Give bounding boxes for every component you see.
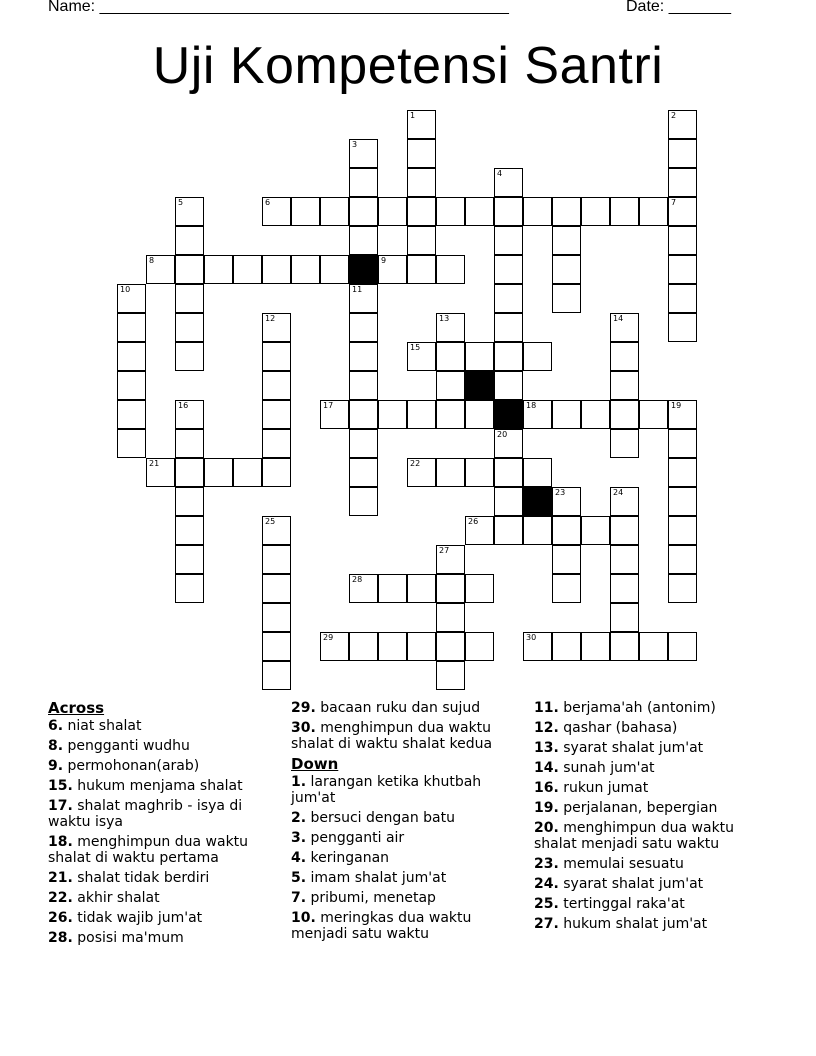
grid-cell[interactable] — [668, 516, 697, 545]
grid-cell[interactable] — [581, 197, 610, 226]
grid-cell[interactable] — [610, 545, 639, 574]
clue-item — [48, 870, 278, 886]
grid-cell[interactable] — [349, 313, 378, 342]
clue-text: pengganti air — [310, 830, 405, 846]
clue-item — [291, 720, 521, 752]
grid-cell[interactable] — [552, 226, 581, 255]
grid-cell[interactable] — [494, 458, 523, 487]
grid-cell[interactable] — [349, 371, 378, 400]
grid-cell[interactable] — [407, 110, 436, 139]
clue-number: 28 — [352, 575, 363, 584]
grid-cell[interactable] — [262, 400, 291, 429]
clue-item — [48, 758, 278, 774]
grid-cell[interactable] — [320, 197, 349, 226]
grid-cell[interactable] — [262, 661, 291, 690]
clue-text: tidak wajib jum'at — [77, 910, 203, 926]
clue-item — [291, 700, 521, 716]
clue-text: menghimpun dua waktu shalat menjadi satu waktu — [534, 820, 735, 852]
clue-item — [291, 830, 521, 846]
grid-cell[interactable] — [262, 458, 291, 487]
grid-cell[interactable] — [175, 487, 204, 516]
grid-cell[interactable] — [494, 168, 523, 197]
grid-cell[interactable] — [552, 255, 581, 284]
grid-cell[interactable] — [436, 342, 465, 371]
crossword-grid — [117, 110, 699, 692]
clue-num: 23. — [534, 856, 559, 872]
grid-cell[interactable] — [349, 400, 378, 429]
grid-cell[interactable] — [117, 400, 146, 429]
grid-cell[interactable] — [349, 487, 378, 516]
across-clue-list — [48, 718, 278, 946]
clue-number: 3 — [352, 140, 358, 149]
clue-item — [48, 798, 278, 830]
grid-cell[interactable] — [494, 342, 523, 371]
clue-text: tertinggal raka'at — [563, 896, 685, 912]
grid-cell[interactable] — [552, 487, 581, 516]
grid-cell[interactable] — [436, 313, 465, 342]
grid-cell[interactable] — [436, 603, 465, 632]
clue-num: 14. — [534, 760, 559, 776]
clue-num: 27. — [534, 916, 559, 932]
grid-cell[interactable] — [262, 313, 291, 342]
grid-cell[interactable] — [610, 429, 639, 458]
grid-cell[interactable] — [465, 516, 494, 545]
grid-cell[interactable] — [407, 574, 436, 603]
clue-num: 1. — [291, 774, 307, 790]
clue-num: 8. — [48, 738, 64, 754]
grid-cell[interactable] — [465, 342, 494, 371]
grid-cell[interactable] — [610, 574, 639, 603]
clue-item — [291, 810, 521, 826]
clue-item — [534, 820, 769, 852]
clue-text: menghimpun dua waktu shalat di waktu pertama — [48, 834, 249, 866]
grid-cell[interactable] — [494, 197, 523, 226]
clue-number: 17 — [323, 401, 334, 410]
grid-cell[interactable] — [523, 632, 552, 661]
black-cell — [523, 487, 552, 516]
clue-number: 13 — [439, 314, 450, 323]
clue-text: rukun jumat — [563, 780, 649, 796]
clue-num: 11. — [534, 700, 559, 716]
grid-cell[interactable] — [552, 574, 581, 603]
grid-cell[interactable] — [436, 661, 465, 690]
clue-item — [534, 800, 769, 816]
grid-cell[interactable] — [262, 574, 291, 603]
grid-cell[interactable] — [407, 139, 436, 168]
clue-item — [48, 890, 278, 906]
clue-item — [534, 916, 769, 932]
grid-cell[interactable] — [349, 632, 378, 661]
across-heading: Across — [48, 699, 105, 717]
clue-item — [534, 876, 769, 892]
grid-cell[interactable] — [668, 284, 697, 313]
grid-cell[interactable] — [668, 574, 697, 603]
grid-cell[interactable] — [494, 313, 523, 342]
clue-number: 15 — [410, 343, 421, 352]
clue-item — [534, 720, 769, 736]
grid-cell[interactable] — [378, 574, 407, 603]
grid-cell[interactable] — [320, 632, 349, 661]
down-clue-list-continued — [534, 700, 769, 932]
grid-cell[interactable] — [407, 342, 436, 371]
clue-num: 25. — [534, 896, 559, 912]
grid-cell[interactable] — [117, 371, 146, 400]
clue-num: 13. — [534, 740, 559, 756]
grid-cell[interactable] — [436, 400, 465, 429]
grid-cell[interactable] — [175, 545, 204, 574]
grid-cell[interactable] — [436, 632, 465, 661]
clue-number: 27 — [439, 546, 450, 555]
clue-text: qashar (bahasa) — [563, 720, 678, 736]
grid-cell[interactable] — [378, 255, 407, 284]
grid-cell[interactable] — [552, 400, 581, 429]
clue-number: 14 — [613, 314, 624, 323]
clue-item — [291, 890, 521, 906]
grid-cell[interactable] — [494, 226, 523, 255]
grid-cell[interactable] — [349, 429, 378, 458]
black-cell — [465, 371, 494, 400]
grid-cell[interactable] — [668, 429, 697, 458]
clue-number: 29 — [323, 633, 334, 642]
grid-cell[interactable] — [668, 197, 697, 226]
clues-column-1 — [48, 700, 278, 950]
grid-cell[interactable] — [349, 168, 378, 197]
clue-num: 15. — [48, 778, 73, 794]
grid-cell[interactable] — [610, 371, 639, 400]
grid-cell[interactable] — [407, 458, 436, 487]
clue-text: akhir shalat — [77, 890, 160, 906]
clue-number: 24 — [613, 488, 624, 497]
grid-cell[interactable] — [320, 400, 349, 429]
grid-cell[interactable] — [610, 400, 639, 429]
grid-cell[interactable] — [175, 429, 204, 458]
grid-cell[interactable] — [523, 516, 552, 545]
clue-item — [291, 870, 521, 886]
clue-num: 19. — [534, 800, 559, 816]
grid-cell[interactable] — [581, 516, 610, 545]
clue-num: 30. — [291, 720, 316, 736]
grid-cell[interactable] — [262, 516, 291, 545]
clue-item — [534, 856, 769, 872]
grid-cell[interactable] — [668, 400, 697, 429]
clue-num: 29. — [291, 700, 316, 716]
clue-item — [48, 718, 278, 734]
clue-number: 21 — [149, 459, 160, 468]
header — [48, 0, 748, 20]
clue-text: posisi ma'mum — [77, 930, 184, 946]
grid-cell[interactable] — [175, 400, 204, 429]
grid-cell[interactable] — [407, 226, 436, 255]
grid-cell[interactable] — [465, 197, 494, 226]
clue-number: 8 — [149, 256, 155, 265]
grid-cell[interactable] — [552, 632, 581, 661]
grid-cell[interactable] — [494, 371, 523, 400]
grid-cell[interactable] — [175, 226, 204, 255]
grid-cell[interactable] — [349, 139, 378, 168]
clue-number: 9 — [381, 256, 387, 265]
grid-cell[interactable] — [465, 400, 494, 429]
clue-number: 11 — [352, 285, 363, 294]
grid-cell[interactable] — [639, 400, 668, 429]
clue-text: shalat tidak berdiri — [77, 870, 210, 886]
clue-number: 26 — [468, 517, 479, 526]
grid-cell[interactable] — [320, 255, 349, 284]
clue-num: 3. — [291, 830, 307, 846]
grid-cell[interactable] — [494, 429, 523, 458]
grid-cell[interactable] — [552, 284, 581, 313]
clue-number: 30 — [526, 633, 537, 642]
grid-cell[interactable] — [610, 516, 639, 545]
grid-cell[interactable] — [465, 574, 494, 603]
grid-cell[interactable] — [581, 400, 610, 429]
clue-num: 4. — [291, 850, 307, 866]
clue-number: 22 — [410, 459, 421, 468]
grid-cell[interactable] — [233, 255, 262, 284]
clue-number: 12 — [265, 314, 276, 323]
grid-cell[interactable] — [407, 168, 436, 197]
grid-cell[interactable] — [175, 342, 204, 371]
grid-cell[interactable] — [262, 255, 291, 284]
clue-num: 24. — [534, 876, 559, 892]
clue-item — [534, 760, 769, 776]
grid-cell[interactable] — [436, 545, 465, 574]
grid-cell[interactable] — [175, 574, 204, 603]
grid-cell[interactable] — [349, 458, 378, 487]
grid-cell[interactable] — [262, 342, 291, 371]
grid-cell[interactable] — [494, 284, 523, 313]
grid-cell[interactable] — [117, 313, 146, 342]
grid-cell[interactable] — [378, 632, 407, 661]
clue-number: 7 — [671, 198, 677, 207]
down-clue-list — [291, 774, 521, 942]
clue-number: 16 — [178, 401, 189, 410]
grid-cell[interactable] — [175, 197, 204, 226]
grid-cell[interactable] — [204, 255, 233, 284]
clue-text: larangan ketika khutbah jum'at — [291, 774, 482, 806]
grid-cell[interactable] — [349, 284, 378, 313]
grid-cell[interactable] — [175, 458, 204, 487]
grid-cell[interactable] — [494, 255, 523, 284]
grid-cell[interactable] — [349, 226, 378, 255]
clue-text: menghimpun dua waktu shalat di waktu shalat kedua — [291, 720, 493, 752]
across-clue-list-continued — [291, 700, 521, 752]
clue-num: 6. — [48, 718, 64, 734]
clue-text: syarat shalat jum'at — [563, 740, 704, 756]
grid-cell[interactable] — [436, 255, 465, 284]
grid-cell[interactable] — [552, 545, 581, 574]
clue-num: 16. — [534, 780, 559, 796]
black-cell — [494, 400, 523, 429]
clue-item — [48, 738, 278, 754]
grid-cell[interactable] — [610, 342, 639, 371]
grid-cell[interactable] — [349, 574, 378, 603]
clue-number: 6 — [265, 198, 271, 207]
clue-text: bersuci dengan batu — [310, 810, 455, 826]
grid-cell[interactable] — [668, 168, 697, 197]
clue-text: pribumi, menetap — [310, 890, 436, 906]
clue-text: pengganti wudhu — [67, 738, 190, 754]
grid-cell[interactable] — [668, 139, 697, 168]
clue-item — [534, 740, 769, 756]
grid-cell[interactable] — [668, 632, 697, 661]
grid-cell[interactable] — [494, 516, 523, 545]
grid-cell[interactable] — [262, 603, 291, 632]
clue-text: imam shalat jum'at — [310, 870, 447, 886]
clue-number: 18 — [526, 401, 537, 410]
grid-cell[interactable] — [668, 545, 697, 574]
clue-text: bacaan ruku dan sujud — [320, 700, 481, 716]
clue-item — [48, 930, 278, 946]
grid-cell[interactable] — [581, 632, 610, 661]
grid-cell[interactable] — [668, 458, 697, 487]
clue-item — [291, 910, 521, 942]
grid-cell[interactable] — [523, 400, 552, 429]
grid-cell[interactable] — [262, 429, 291, 458]
grid-cell[interactable] — [117, 284, 146, 313]
grid-cell[interactable] — [117, 342, 146, 371]
grid-cell[interactable] — [175, 284, 204, 313]
clue-text: berjama'ah (antonim) — [563, 700, 716, 716]
grid-cell[interactable] — [233, 458, 262, 487]
grid-cell[interactable] — [175, 516, 204, 545]
grid-cell[interactable] — [262, 197, 291, 226]
clue-number: 5 — [178, 198, 184, 207]
grid-cell[interactable] — [523, 197, 552, 226]
clue-item — [534, 896, 769, 912]
clue-text: hukum shalat jum'at — [563, 916, 708, 932]
clue-number: 23 — [555, 488, 566, 497]
clue-number: 4 — [497, 169, 503, 178]
grid-cell[interactable] — [523, 342, 552, 371]
grid-cell[interactable] — [610, 197, 639, 226]
grid-cell[interactable] — [668, 226, 697, 255]
clue-text: niat shalat — [67, 718, 142, 734]
clue-text: permohonan(arab) — [67, 758, 200, 774]
clue-num: 17. — [48, 798, 73, 814]
grid-cell[interactable] — [407, 197, 436, 226]
grid-cell[interactable] — [146, 255, 175, 284]
grid-cell[interactable] — [523, 458, 552, 487]
clue-text: shalat maghrib - isya di waktu isya — [48, 798, 243, 830]
grid-cell[interactable] — [407, 255, 436, 284]
clue-item — [48, 910, 278, 926]
clue-num: 7. — [291, 890, 307, 906]
clue-number: 10 — [120, 285, 131, 294]
clue-text: keringanan — [310, 850, 390, 866]
grid-cell[interactable] — [146, 458, 175, 487]
clue-num: 9. — [48, 758, 64, 774]
grid-cell[interactable] — [175, 313, 204, 342]
grid-cell[interactable] — [552, 516, 581, 545]
clue-item — [291, 774, 521, 806]
grid-cell[interactable] — [494, 487, 523, 516]
grid-cell[interactable] — [436, 371, 465, 400]
grid-cell[interactable] — [291, 197, 320, 226]
clue-num: 20. — [534, 820, 559, 836]
clue-num: 10. — [291, 910, 316, 926]
clue-num: 5. — [291, 870, 307, 886]
grid-cell[interactable] — [668, 255, 697, 284]
clue-text: memulai sesuatu — [563, 856, 684, 872]
grid-cell[interactable] — [639, 197, 668, 226]
clues-column-3 — [534, 700, 769, 936]
clue-num: 2. — [291, 810, 307, 826]
clue-num: 26. — [48, 910, 73, 926]
clue-item — [48, 778, 278, 794]
clue-number: 2 — [671, 111, 677, 120]
clue-text: hukum menjama shalat — [77, 778, 243, 794]
grid-cell[interactable] — [175, 255, 204, 284]
clue-text: meringkas dua waktu menjadi satu waktu — [291, 910, 472, 942]
clue-num: 28. — [48, 930, 73, 946]
grid-cell[interactable] — [262, 545, 291, 574]
clue-text: sunah jum'at — [563, 760, 655, 776]
grid-cell[interactable] — [378, 197, 407, 226]
grid-cell[interactable] — [668, 110, 697, 139]
grid-cell[interactable] — [349, 197, 378, 226]
page-title: Uji Kompetensi Santri — [152, 37, 664, 95]
grid-cell[interactable] — [610, 487, 639, 516]
grid-cell[interactable] — [349, 342, 378, 371]
clue-num: 12. — [534, 720, 559, 736]
clue-text: perjalanan, bepergian — [563, 800, 718, 816]
clue-item — [291, 850, 521, 866]
grid-cell[interactable] — [291, 255, 320, 284]
grid-cell[interactable] — [436, 574, 465, 603]
grid-cell[interactable] — [204, 458, 233, 487]
clues-column-2 — [291, 700, 521, 946]
grid-cell[interactable] — [668, 313, 697, 342]
grid-cell[interactable] — [465, 632, 494, 661]
grid-cell[interactable] — [610, 313, 639, 342]
clue-item — [48, 834, 278, 866]
clue-num: 22. — [48, 890, 73, 906]
grid-cell[interactable] — [407, 400, 436, 429]
clue-number: 20 — [497, 430, 508, 439]
grid-cell[interactable] — [378, 400, 407, 429]
grid-cell[interactable] — [262, 632, 291, 661]
clue-num: 18. — [48, 834, 73, 850]
grid-cell[interactable] — [465, 458, 494, 487]
grid-cell[interactable] — [436, 458, 465, 487]
clue-item — [534, 700, 769, 716]
clue-text: syarat shalat jum'at — [563, 876, 704, 892]
black-cell — [349, 255, 378, 284]
clue-number: 19 — [671, 401, 682, 410]
grid-cell[interactable] — [436, 197, 465, 226]
clue-item — [534, 780, 769, 796]
grid-cell[interactable] — [552, 197, 581, 226]
grid-cell[interactable] — [668, 487, 697, 516]
clue-num: 21. — [48, 870, 73, 886]
down-heading: Down — [291, 755, 339, 773]
grid-cell[interactable] — [117, 429, 146, 458]
grid-cell[interactable] — [262, 371, 291, 400]
name-field[interactable]: Name: ______________________________________________ — [48, 0, 509, 15]
clue-number: 25 — [265, 517, 276, 526]
grid-cell[interactable] — [407, 632, 436, 661]
date-field[interactable]: Date: _______ — [626, 0, 731, 15]
grid-cell[interactable] — [610, 603, 639, 632]
grid-cell[interactable] — [610, 632, 639, 661]
clue-number: 1 — [410, 111, 416, 120]
grid-cell[interactable] — [639, 632, 668, 661]
